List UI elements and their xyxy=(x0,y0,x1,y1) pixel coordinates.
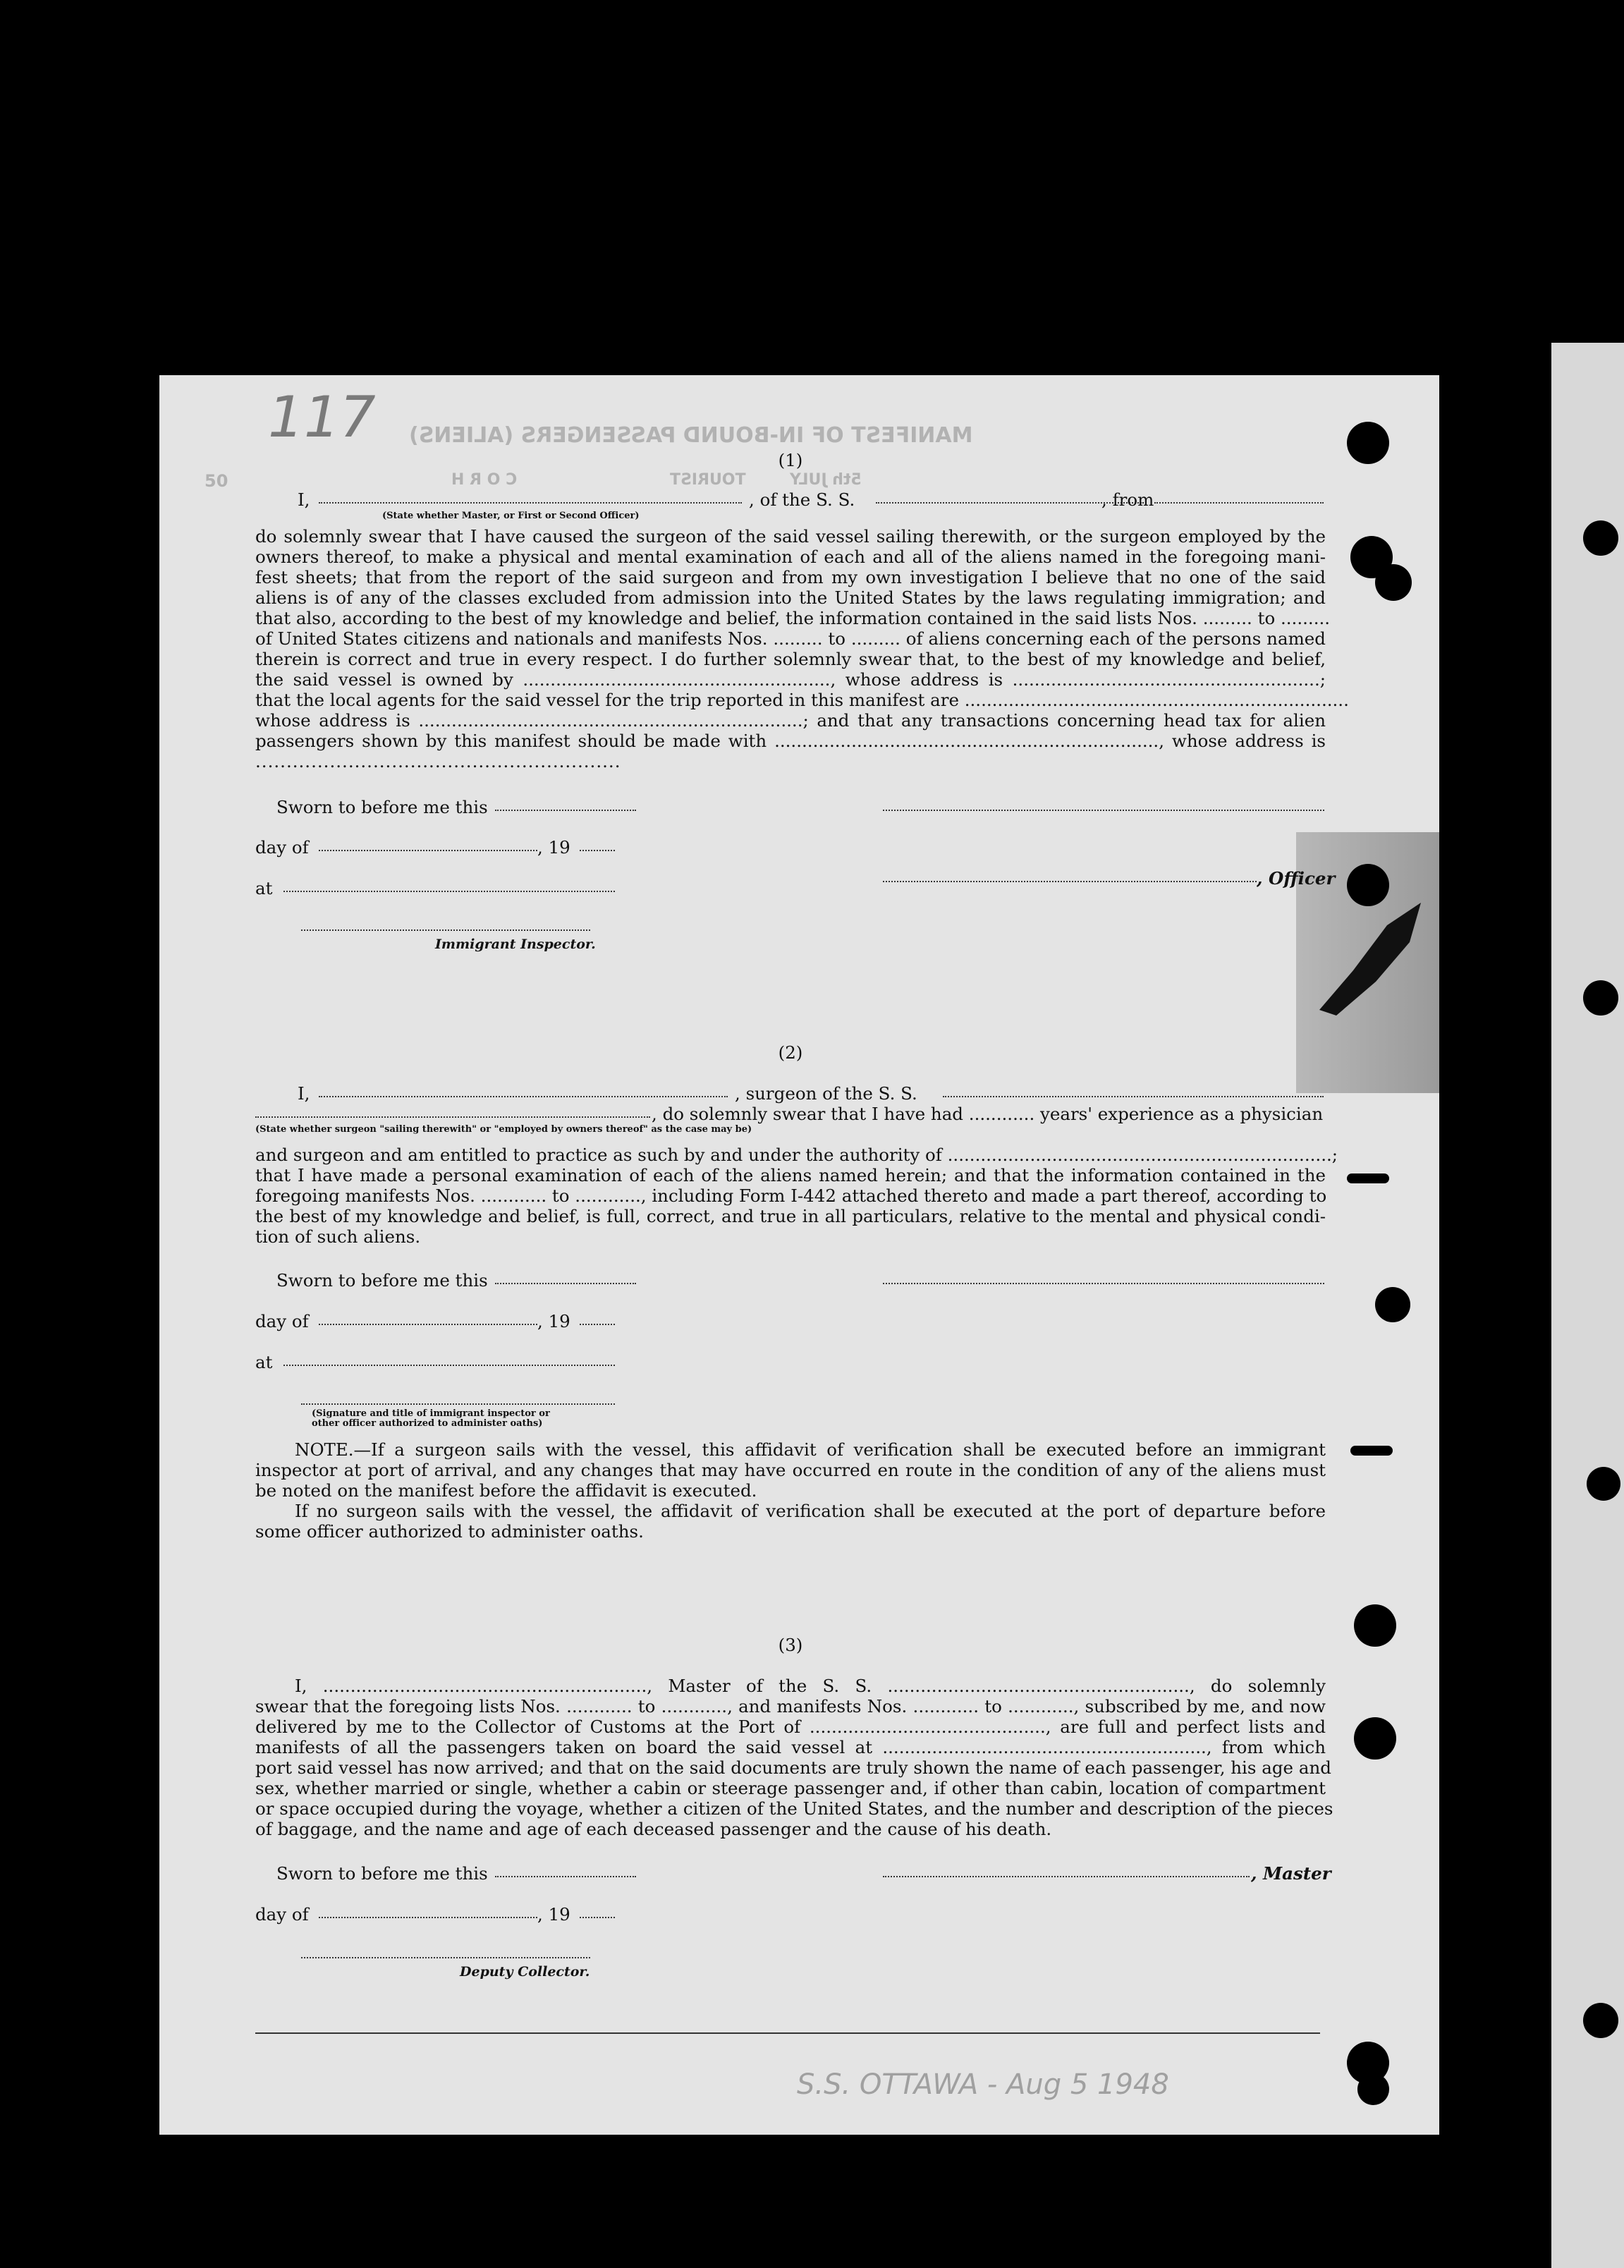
s3-line: port said vessel has now arrived; and that on the said documents are truly shown the name of each passenger, his age and xyxy=(255,1757,1331,1778)
s2-line: foregoing manifests Nos. ............ to ............, including Form I-442 attached thereto and made a part thereof, according to xyxy=(255,1185,1327,1206)
s3-line: I, ..........................................................., Master of the S. S. ......................................................., do solemnly xyxy=(295,1676,1326,1696)
section-1-heading: (1) xyxy=(778,450,803,470)
s2-surgeon-label: , surgeon of the S. S. xyxy=(735,1083,917,1104)
s2-name-line xyxy=(319,1096,728,1097)
s1-line: fest sheets; that from the report of the said surgeon and from my own investigation I believe that no one of the said xyxy=(255,567,1326,587)
s2-line: and surgeon and am entitled to practice as such by and under the authority of ......................................................................; xyxy=(255,1145,1338,1165)
s2-year-label: , 19 xyxy=(537,1311,570,1331)
binder-hole xyxy=(1357,2073,1389,2105)
section-2-heading: (2) xyxy=(778,1042,803,1063)
s1-line: passengers shown by this manifest should be made with ......................................................................, whose address is xyxy=(255,731,1326,751)
s2-note-line: NOTE.—If a surgeon sails with the vessel, this affidavit of verification shall be executed before an immigrant xyxy=(295,1439,1326,1460)
s3-sworn-line xyxy=(495,1876,636,1877)
s2-year-line xyxy=(580,1324,615,1325)
s3-dayof-label: day of xyxy=(255,1904,309,1925)
binder-hole xyxy=(1583,980,1618,1016)
s2-surgeon-note: (State whether surgeon "sailing therewith" or "employed by owners thereof" as the case may be) xyxy=(255,1124,752,1135)
s3-line: swear that the foregoing lists Nos. ............ to ............, and manifests Nos. ............ to ............, subscribed by me, and now xyxy=(255,1696,1326,1717)
binder-hole xyxy=(1354,1604,1396,1647)
s1-line: whose address is ......................................................................; and that any transactions concerning head tax for alien xyxy=(255,710,1326,731)
faint-manifest-title: MANIFEST OF IN-BOUND PASSENGERS (ALIENS) xyxy=(409,423,973,448)
s1-year-label: , 19 xyxy=(537,837,570,858)
s1-from-line xyxy=(1154,502,1324,504)
s1-officer-sig-line xyxy=(883,810,1324,811)
s2-line-2: , do solemnly swear that I have had ............ years' experience as a physician xyxy=(652,1104,1324,1124)
binder-hole xyxy=(1354,1717,1396,1760)
s3-collector-line xyxy=(301,1957,590,1958)
binder-tab xyxy=(1347,1173,1389,1183)
s3-master-label: , Master xyxy=(1251,1863,1331,1884)
adjacent-page-strip xyxy=(1551,343,1624,2268)
s2-line: that I have made a personal examination of each of the aliens named herein; and that the information contained in the xyxy=(255,1165,1326,1185)
s1-inspector-line xyxy=(301,929,590,931)
s2-note2-first: If no surgeon sails with the vessel, the affidavit of verification shall be executed at the port of departure before xyxy=(295,1501,1326,1521)
s1-officer-label: , Officer xyxy=(1257,868,1336,889)
binder-hole xyxy=(1587,1467,1620,1501)
s1-year-line xyxy=(580,850,615,851)
s2-sig-note-1: (Signature and title of immigrant inspector or xyxy=(312,1408,550,1419)
s1-from-label: , from xyxy=(1101,489,1154,510)
binder-hole xyxy=(1347,2147,1389,2190)
s3-line: delivered by me to the Collector of Customs at the Port of ..........................................., are full and perfect lists and xyxy=(255,1717,1326,1737)
s2-sig-line xyxy=(883,1283,1324,1284)
s2-sworn-line xyxy=(495,1283,636,1284)
s2-sig-note-2: other officer authorized to administer oaths) xyxy=(312,1418,543,1429)
s1-day-line xyxy=(319,850,537,851)
s1-at-label: at xyxy=(255,878,273,898)
s1-officer-line xyxy=(883,881,1257,882)
s1-sworn-line xyxy=(495,810,636,811)
s1-line: the said vessel is owned by ........................................................, whose address is ........................................................; xyxy=(255,669,1326,690)
s1-line: therein is correct and true in every respect. I do further solemnly swear that, to the best of my knowledge and belief, xyxy=(255,649,1326,669)
s1-line: do solemnly swear that I have caused the surgeon of the said vessel sailing therewith, or the surgeon employed by the xyxy=(255,526,1326,547)
s2-line: the best of my knowledge and belief, is full, correct, and true in all particulars, relative to the mental and physical condi- xyxy=(255,1206,1326,1226)
s2-note2-last: some officer authorized to administer oaths. xyxy=(255,1521,644,1542)
faint-class-word: TOURIST xyxy=(670,471,746,489)
faint-side-mark: 50 xyxy=(204,471,228,491)
handwritten-page-number: 117 xyxy=(268,384,376,450)
s1-sworn-label: Sworn to before me this xyxy=(276,797,488,817)
section-3-heading: (3) xyxy=(778,1635,803,1655)
s3-day-line xyxy=(319,1917,537,1918)
binder-hole xyxy=(1583,2003,1618,2038)
s2-at-label: at xyxy=(255,1352,273,1372)
s2-day-line xyxy=(319,1324,537,1325)
faint-from-text: C O R H xyxy=(451,471,518,489)
s1-at-line xyxy=(283,891,615,892)
faint-date-text: 5th JULY xyxy=(790,471,862,489)
s1-vessel-label: , of the S. S. xyxy=(749,489,855,510)
s3-line: manifests of all the passengers taken on board the said vessel at ..........................................................., from which xyxy=(255,1737,1326,1757)
s1-last-line: ........................................................... xyxy=(255,751,621,772)
s1-line: that also, according to the best of my knowledge and belief, the information contained in the said lists Nos. ......... to ......... xyxy=(255,608,1331,628)
s1-inspector-label: Immigrant Inspector. xyxy=(435,937,596,952)
s3-last-line: of baggage, and the name and age of each deceased passenger and the cause of his death. xyxy=(255,1819,1052,1839)
s1-line: of United States citizens and nationals and manifests Nos. ......... to ......... of aliens concerning each of the persons named xyxy=(255,628,1326,649)
s3-year-line xyxy=(580,1917,615,1918)
s1-i-label: I, xyxy=(298,489,310,510)
s2-last-line: tion of such aliens. xyxy=(255,1226,421,1247)
s1-dayof-label: day of xyxy=(255,837,309,858)
s2-dayof-label: day of xyxy=(255,1311,309,1331)
s2-note-line: inspector at port of arrival, and any changes that may have occurred en route in the condition of any of the aliens must xyxy=(255,1460,1326,1480)
s2-vessel-line xyxy=(943,1096,1324,1097)
s1-line: owners thereof, to make a physical and mental examination of each and all of the aliens named in the foregoing mani- xyxy=(255,547,1326,567)
s3-line: or space occupied during the voyage, whether a citizen of the United States, and the number and description of the pieces xyxy=(255,1798,1333,1819)
s1-officer-note: (State whether Master, or First or Second Officer) xyxy=(382,511,640,521)
s2-note-last: be noted on the manifest before the affidavit is executed. xyxy=(255,1480,757,1501)
s2-sworn-label: Sworn to before me this xyxy=(276,1270,488,1291)
s3-sworn-label: Sworn to before me this xyxy=(276,1863,488,1884)
bottom-rule xyxy=(255,2032,1320,2034)
s3-collector-label: Deputy Collector. xyxy=(460,1964,590,1980)
s1-line: that the local agents for the said vessel for the trip reported in this manifest are ...................................................................... xyxy=(255,690,1349,710)
s3-line: sex, whether married or single, whether a cabin or steerage passenger and, if other than cabin, location of compartment xyxy=(255,1778,1326,1798)
binder-hole xyxy=(1375,1287,1410,1322)
s1-name-line xyxy=(319,502,742,504)
binder-hole xyxy=(1375,564,1412,601)
s3-master-line xyxy=(883,1876,1250,1877)
s3-year-label: , 19 xyxy=(537,1904,570,1925)
s2-type-line xyxy=(255,1116,650,1118)
binder-hole xyxy=(1347,422,1389,464)
s1-line: aliens is of any of the classes excluded from admission into the United States by the laws regulating immigration; and xyxy=(255,587,1326,608)
handwritten-bottom-note: S.S. OTTAWA - Aug 5 1948 xyxy=(797,2068,1169,2101)
binder-tab xyxy=(1350,1446,1393,1456)
s2-at-line xyxy=(283,1365,615,1366)
binder-hole xyxy=(1347,864,1389,906)
s2-i-label: I, xyxy=(298,1083,310,1104)
binder-hole xyxy=(1583,520,1618,556)
s2-inspector-line xyxy=(301,1403,615,1405)
